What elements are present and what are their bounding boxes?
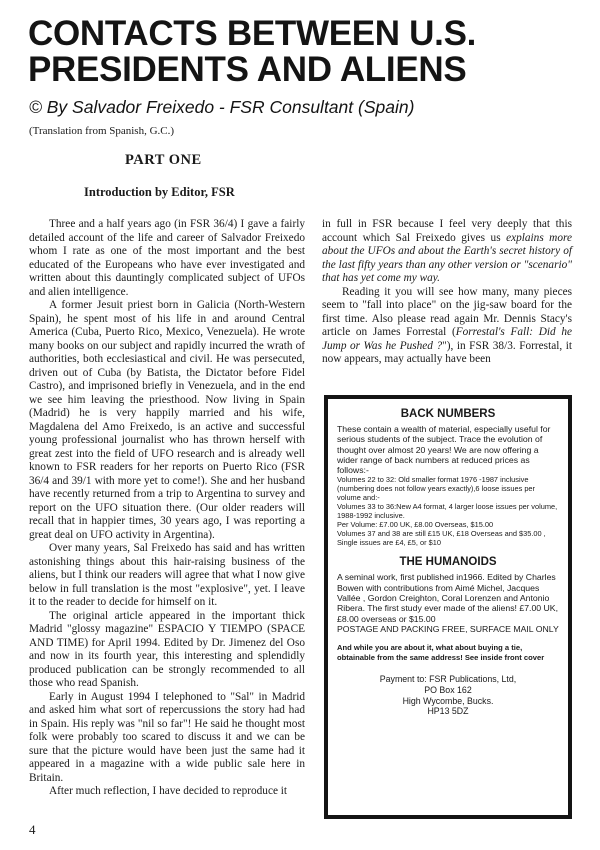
- article-title: [28, 16, 588, 88]
- right-column: [322, 218, 572, 367]
- italic-run: Forrestal's Fall: Did he Jump or Was he Pushed ?: [322, 326, 572, 352]
- paragraph: [322, 286, 572, 367]
- left-column: [29, 218, 305, 799]
- italic-run: explains more about the UFOs and about the Earth's secret history of the last fifty years than any other version or "scenario" that has yet come my way.: [322, 231, 572, 284]
- paragraph: After much reflection, I have decided to reproduce it: [49, 785, 288, 797]
- text-run: Reading it you will see how many, many pieces seem to "fall into place" on the jig-saw board for the first time. Also please read again Mr. Dennis Stacy's article on James Forrestal (: [322, 285, 572, 338]
- page-number: 4: [29, 822, 36, 837]
- volumes-33-36: Volumes 33 to 36:New A4 format, 4 larger loose issues per volume, 1988-1992 inclusive.: [337, 502, 558, 521]
- per-volume-price: Per Volume: £7.00 UK, £8.00 Overseas, $15.00: [337, 520, 494, 530]
- paragraph: [322, 218, 572, 286]
- tie-offer: And while you are about it, what about buying a tie, obtainable from the same address! See inside front cover: [337, 643, 545, 662]
- paragraph: Early in August 1994 I telephoned to "Sal" in Madrid and asked him what sort of repercussions the story had had in Spain. His reply was "nil so far"! He said he thought most folk were probably too scared to discuss it and we can be sure that the picture would have been just the same had it appeared in a magazine with a wide public sale here in Britain.: [29, 690, 305, 784]
- translation-note: (Translation from Spanish, G.C.): [29, 125, 175, 137]
- byline: © By Salvador Freixedo - FSR Consultant (Spain): [29, 97, 415, 117]
- payment-line: PO Box 162: [424, 685, 472, 696]
- humanoids-description: A seminal work, first published in1966. Edited by Charles Bowen with contributions from Aimé Michel, Jacques Vallée , Gordon Creighton, Coral Lorenzen and Antonio Ribera. The first study ever made of the aliens! £7.00 UK, £8.00 overseas or $15.00: [337, 572, 559, 624]
- postage-note: POSTAGE AND PACKING FREE, SURFACE MAIL ONLY: [337, 623, 559, 634]
- volumes-22-32: Volumes 22 to 32: Old smaller format 1976 -1987 inclusive (numbering does not follow years exactly),6 loose issues per volume and:-: [337, 475, 536, 503]
- payment-line: High Wycombe, Bucks.: [402, 695, 494, 706]
- payment-line: HP13 5DZ: [427, 706, 469, 717]
- back-numbers-heading: BACK NUMBERS: [400, 408, 496, 420]
- humanoids-heading: THE HUMANOIDS: [399, 556, 497, 569]
- title-line-1: CONTACTS BETWEEN U.S.: [28, 14, 477, 53]
- paragraph: The original article appeared in the important thick Madrid "glossy magazine" ESPACIO Y TIEMPO (SPACE AND TIME) for April 1994. Edited by Dr. Jimenez del Oso and now in its fourth year, this interesting and splendidly produced publication can be strongly recommended to all those who read Spanish.: [29, 609, 305, 689]
- payment-line: Payment to: FSR Publications, Ltd,: [379, 674, 517, 685]
- payment-address: [337, 674, 559, 716]
- text-run: in full in FSR because I feel very deeply that this account which Sal Freixedo gives us: [322, 218, 572, 244]
- volumes-37-38: Volumes 37 and 38 are still £15 UK, £18 Overseas and $35.00 , Single issues are £4, £5, or $10: [337, 529, 546, 548]
- paragraph: A former Jesuit priest born in Galicia (North-Western Spain), he spent most of his life in and around Central America (Cuba, Puerto Rico, Mexico, Venezuela). He wrote many books on our subject and rapidly incurred the wrath of authorities, both ecclesiastical and civil. He was persecuted, driven out of Cuba (by Batista, the Dictator before Fidel Castro), and imprisoned briefly in Venezuela, and in the end we see him leaving the priesthood. Now living in Spain (Madrid) he is very happily married and his wife, Magdalena del Amo Freixedo, is an active and successful young professional journalist who has thrown herself with great zest into the field of UFO research and is already well known to FSR readers for her reports on Puerto Rico (FSR 36/4 and 39/1 with more yet to come!). She and her husband have recently returned from a trip to Argentina to survey and report on the UFO situation there. (Our older readers will recall that in happier times, 30 years ago, I was reporting a great deal on UFO activity in Argentina).: [29, 299, 305, 541]
- text-run: "), in FSR 38/3. Forrestal, it now appears, may actually have been: [322, 339, 572, 365]
- title-line-2: PRESIDENTS AND ALIENS: [28, 50, 467, 89]
- intro-heading: Introduction by Editor, FSR: [84, 185, 235, 199]
- back-numbers-box: [324, 395, 572, 819]
- paragraph: Over many years, Sal Freixedo has said and has written astonishing things about this hair-raising business of the aliens, but I think our readers will agree that what I now give below in full translation is the most "explosive", yet. I leave it to the reader to decide for himself on it.: [29, 542, 305, 608]
- paragraph: Three and a half years ago (in FSR 36/4) I gave a fairly detailed account of the life and career of Salvador Freixedo whom I rate as one of the most important and the best educated of the Europeans who have ever investigated and written about this dauntingly complicated subject of UFOs and alien intelligence.: [29, 218, 305, 298]
- back-numbers-intro: These contain a wealth of material, especially useful for serious students of the subject. Trace the evolution of thought over almost 20 years! We are now offering a wider range of back numbers at reduced prices as follows:-: [337, 424, 551, 476]
- part-heading: PART ONE: [125, 152, 202, 168]
